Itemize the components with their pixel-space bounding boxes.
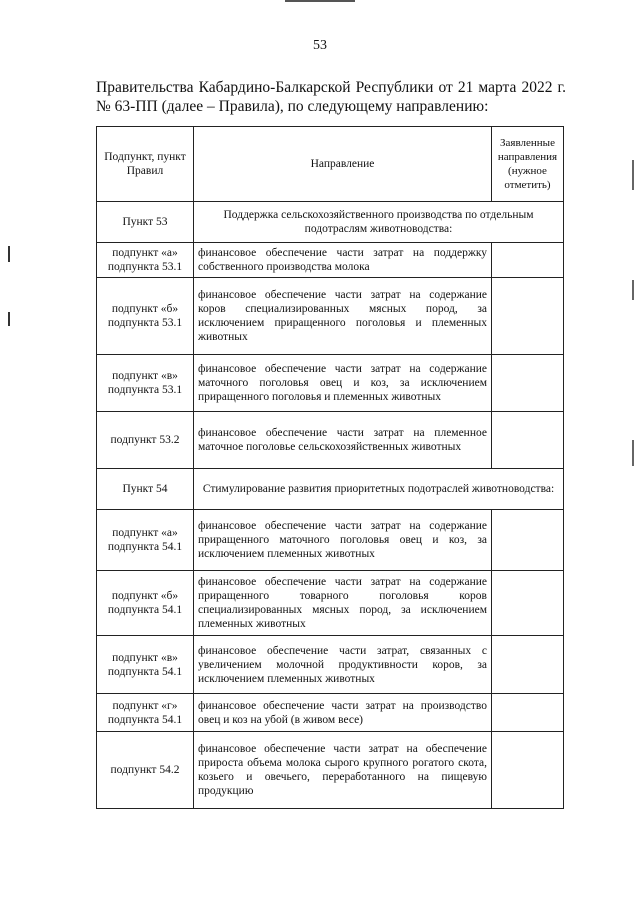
section-row-53 [97,202,564,243]
row-checkbox-cell[interactable] [492,278,564,355]
scan-margin-mark [632,280,634,300]
row-checkbox-cell[interactable] [492,510,564,571]
section-label: Пункт 53 [97,202,194,243]
table-row [97,412,564,469]
header-subpoint: Подпункт, пункт Правил [97,127,194,202]
table-row [97,571,564,636]
row-subpoint: подпункт «б» подпункта 53.1 [97,278,194,355]
row-checkbox-cell[interactable] [492,355,564,412]
section-row-54 [97,469,564,510]
table-row [97,636,564,694]
row-checkbox-cell[interactable] [492,732,564,809]
row-checkbox-cell[interactable] [492,243,564,278]
scan-margin-mark [8,246,10,262]
section-title: Поддержка сельскохозяйственного производства по отдельным подотраслям животноводства: [194,202,564,243]
row-checkbox-cell[interactable] [492,636,564,694]
page-number: 53 [313,38,327,53]
table-row [97,278,564,355]
row-direction: финансовое обеспечение части затрат, связанных с увеличением молочной продуктивности коров, за исключением племенных животных [194,636,492,694]
scan-margin-mark [8,312,10,326]
top-rule [285,0,355,2]
row-subpoint: подпункт «а» подпункта 53.1 [97,243,194,278]
row-direction: финансовое обеспечение части затрат на содержание приращенного товарного поголовья коров специализированных мясных пород, за исключением племенных животных [194,571,492,636]
row-subpoint: подпункт 54.2 [97,732,194,809]
header-declared: Заявленные направления (нужное отметить) [492,127,564,202]
row-subpoint: подпункт «г» подпункта 54.1 [97,694,194,732]
row-direction: финансовое обеспечение части затрат на содержание коров специализированных мясных пород, за исключением приращенного поголовья и племенных животных [194,278,492,355]
table-row [97,732,564,809]
row-direction: финансовое обеспечение части затрат на содержание приращенного маточного поголовья овец и коз, за исключением племенных животных [194,510,492,571]
header-direction: Направление [194,127,492,202]
intro-line-1: Правительства Кабардино-Балкарской Республики от 21 марта 2022 г. [96,79,566,96]
section-label: Пункт 54 [97,469,194,510]
section-title: Стимулирование развития приоритетных подотраслей животноводства: [194,469,564,510]
row-direction: финансовое обеспечение части затрат на племенное маточное поголовье сельскохозяйственных животных [194,412,492,469]
row-direction: финансовое обеспечение части затрат на содержание маточного поголовья овец и коз, за исключением приращенного поголовья и племенных животных [194,355,492,412]
scan-margin-mark [632,440,634,466]
table-row [97,243,564,278]
row-direction: финансовое обеспечение части затрат на обеспечение прироста объема молока сырого крупного рогатого скота, козьего и овечьего, переработанного на пищевую продукцию [194,732,492,809]
table-row [97,694,564,732]
row-direction: финансовое обеспечение части затрат на поддержку собственного производства молока [194,243,492,278]
row-subpoint: подпункт «б» подпункта 54.1 [97,571,194,636]
directions-table [96,126,564,809]
intro-line-2: № 63-ПП (далее – Правила), по следующему направлению: [96,98,489,115]
row-subpoint: подпункт 53.2 [97,412,194,469]
scan-margin-mark [632,160,634,190]
table-header-row [97,127,564,202]
intro-paragraph [96,78,566,116]
row-checkbox-cell[interactable] [492,694,564,732]
row-subpoint: подпункт «в» подпункта 54.1 [97,636,194,694]
row-direction: финансовое обеспечение части затрат на производство овец и коз на убой (в живом весе) [194,694,492,732]
row-checkbox-cell[interactable] [492,571,564,636]
table-row [97,355,564,412]
row-subpoint: подпункт «в» подпункта 53.1 [97,355,194,412]
row-subpoint: подпункт «а» подпункта 54.1 [97,510,194,571]
table-row [97,510,564,571]
row-checkbox-cell[interactable] [492,412,564,469]
